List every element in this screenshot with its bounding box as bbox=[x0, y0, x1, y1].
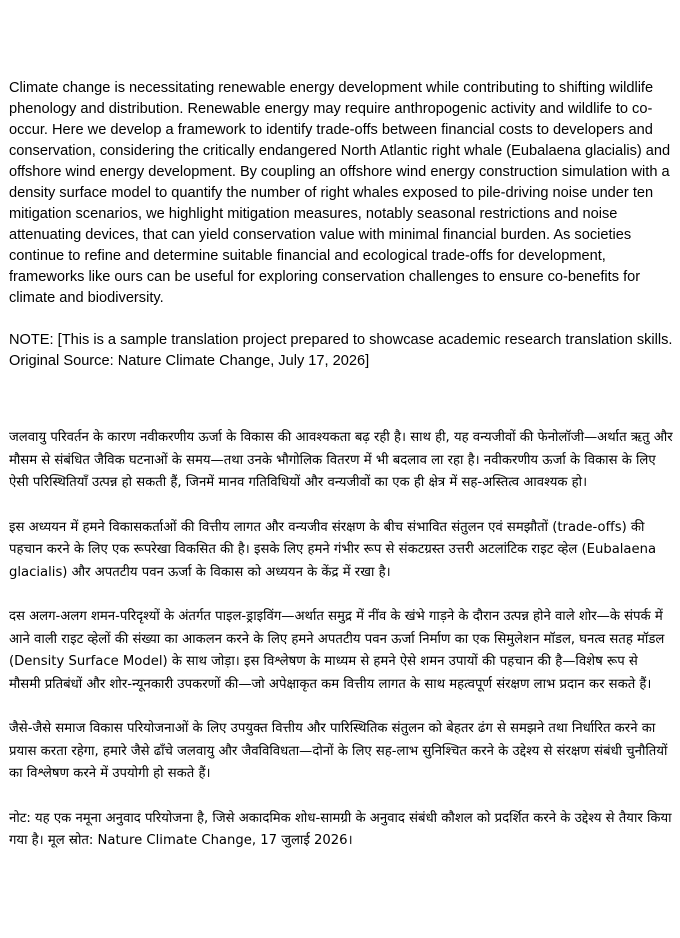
english-section bbox=[9, 78, 673, 372]
hindi-paragraph-3: दस अलग-अलग शमन-परिदृश्यों के अंतर्गत पाइल-ड्राइविंग—अर्थात समुद्र में नींव के खंभे गाड़ने के दौरान उत्पन्न होने वाले शोर—के संपर्क में आने वाली राइट व्हेलों की संख्या का आकलन करने के लिए हमने अपतटीय पवन ऊर्जा निर्माण का एक सिमुलेशन मॉडल, घनत्व सतह मॉडल (Density Surface Model) के साथ जोड़ा। इस विश्लेषण के माध्यम से हमने ऐसे शमन उपायों की पहचान की है—विशेष रूप से मौसमी प्रतिबंधों और शोर-न्यूनकारी उपकरणों की—जो अपेक्षाकृत कम वित्तीय लागत के साथ महत्वपूर्ण संरक्षण लाभ प्रदान कर सकते हैं। bbox=[9, 609, 665, 692]
hindi-paragraph-1: जलवायु परिवर्तन के कारण नवीकरणीय ऊर्जा के विकास की आवश्यकता बढ़ रही है। साथ ही, यह वन्यजीवों की फेनोलॉजी—अर्थात ऋतु और मौसम से संबंधित जैविक घटनाओं के समय—तथा उनके भौगोलिक वितरण में भी बदलाव ला रहा है। नवीकरणीय ऊर्जा के विकास के लिए ऐसी परिस्थितियाँ उत्पन्न हो सकती हैं, जिनमें मानव गतिविधियों और वन्यजीवों का एक ही क्षेत्र में सह-अस्तित्व आवश्यक हो। bbox=[9, 430, 673, 490]
english-abstract-paragraph: Climate change is necessitating renewable energy development while contributing to shifting wildlife phenology and distribution. Renewable energy may require anthropogenic activity and wildlife to co-occur. Here we develop a framework to identify trade-offs between financial costs to developers and conservation, considering the critically endangered North Atlantic right whale (Eubalaena glacialis) and offshore wind energy development. By coupling an offshore wind energy construction simulation with a density surface model to quantify the number of right whales exposed to pile-driving noise under ten mitigation scenarios, we highlight mitigation measures, notably seasonal restrictions and noise attenuating devices, that can yield conservation value with minimal financial burden. As societies continue to refine and determine suitable financial and ecological trade-offs for development, frameworks like ours can be useful for exploring conservation challenges to ensure co-benefits for climate and biodiversity. bbox=[9, 80, 671, 306]
english-note-paragraph: NOTE: [This is a sample translation project prepared to showcase academic research translation skills. Original Source: Nature Climate Change, July 17, 2026] bbox=[9, 332, 673, 369]
hindi-note-paragraph: नोट: यह एक नमूना अनुवाद परियोजना है, जिसे अकादमिक शोध-सामग्री के अनुवाद संबंधी कौशल को प्रदर्शित करने के उद्देश्य से तैयार किया गया है। मूल स्रोत: Nature Climate Change, 17 जुलाई 2026। bbox=[9, 810, 672, 848]
hindi-paragraph-2: इस अध्ययन में हमने विकासकर्ताओं की वित्तीय लागत और वन्यजीव संरक्षण के बीच संभावित संतुलन एवं समझौतों (trade-offs) की पहचान करने के लिए एक रूपरेखा विकसित की है। इसके लिए हमने गंभीर रूप से संकटग्रस्त उत्तरी अटलांटिक राइट व्हेल (Eubalaena glacialis) और अपतटीय पवन ऊर्जा के विकास को अध्ययन के केंद्र में रखा है। bbox=[9, 519, 657, 580]
hindi-paragraph-4: जैसे-जैसे समाज विकास परियोजनाओं के लिए उपयुक्त वित्तीय और पारिस्थितिक संतुलन को बेहतर ढंग से समझने तथा निर्धारित करने का प्रयास करता रहेगा, हमारे जैसे ढाँचे जलवायु और जैवविविधता—दोनों के लिए सह-लाभ सुनिश्चित करने के उद्देश्य से संरक्षण संबंधी चुनौतियों का विश्लेषण करने में उपयोगी हो सकते हैं। bbox=[9, 721, 668, 781]
hindi-section bbox=[9, 427, 673, 853]
